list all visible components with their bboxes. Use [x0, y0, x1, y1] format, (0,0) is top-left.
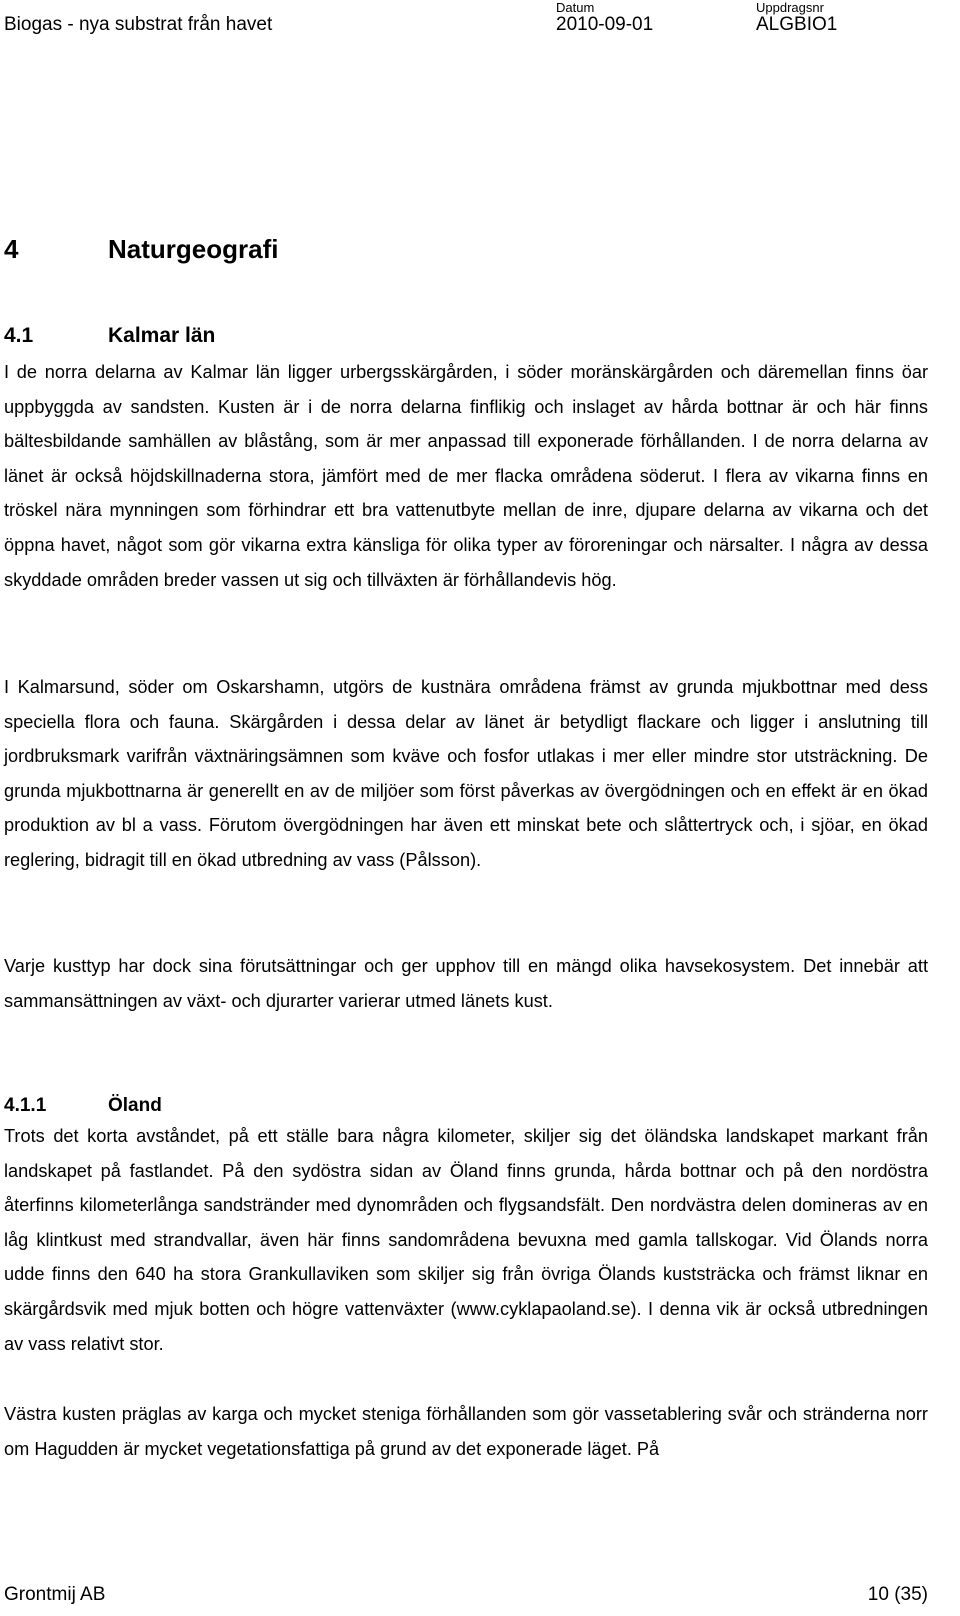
paragraph-kalmar-1: I de norra delarna av Kalmar län ligger urbergsskärgården, i söder moränskärgården och däremellan finns öar uppbyggda av sandsten. Kusten är i de norra delarna finflikig och inslaget av hårda bottnar är och här finns bältesbildande samhällen av blåstång, som är mer anpassad till exponerade förhållanden. I de norra delarna av länet är också höjdskillnaderna stora, jämfört med de mer flacka områdena söderut. I flera av vikarna finns en tröskel nära mynningen som förhindrar ett bra vattenutbyte mellan de inre, djupare delarna av vikarna och det öppna havet, något som gör vikarna extra känsliga för olika typer av föroreningar och närsalter. I några av dessa skyddade områden breder vassen ut sig och tillväxten är förhållandevis hög. [4, 362, 928, 590]
subsection-heading [4, 324, 215, 348]
subsection-number: 4.1 [4, 324, 34, 347]
subsubsection-title: Öland [108, 1095, 162, 1116]
date-value: 2010-09-01 [556, 14, 654, 35]
subsection-title: Kalmar län [108, 324, 216, 347]
assignment-value: ALGBIO1 [756, 14, 838, 35]
paragraph-kalmar-2: I Kalmarsund, söder om Oskarshamn, utgörs de kustnära områdena främst av grunda mjukbottnar med dess speciella flora och fauna. Skärgården i dessa delar av länet är betydligt flackare och ligger i anslutning till jordbruksmark varifrån växtnäringsämnen som kväve och fosfor utlakas i mer eller mindre stor utsträckning. De grunda mjukbottnarna är generellt en av de miljöer som först påverkas av övergödningen och en effekt är en ökad produktion av bl a vass. Förutom övergödningen har även ett minskat bete och slåttertryck och, i sjöar, en ökad reglering, bidragit till en ökad utbredning av vass (Pålsson). [4, 677, 928, 870]
page-number: 10 (35) [867, 1584, 928, 1605]
subsubsection-number: 4.1.1 [4, 1095, 47, 1116]
section-title: Naturgeografi [108, 234, 279, 264]
document-title: Biogas - nya substrat från havet [4, 14, 273, 35]
footer-company: Grontmij AB [4, 1584, 106, 1605]
subsubsection-heading [4, 1095, 162, 1117]
date-label: Datum [556, 0, 595, 15]
section-number: 4 [4, 234, 19, 264]
assignment-label: Uppdragsnr [756, 0, 824, 15]
section-heading [4, 234, 278, 265]
paragraph-oland-1: Trots det korta avståndet, på ett ställe bara några kilometer, skiljer sig det öländska landskapet markant från landskapet på fastlandet. På den sydöstra sidan av Öland finns grunda, hårda bottnar och på den nordöstra återfinns kilometerlånga sandstränder med dynområden och flygsandsfält. Den nordvästra delen domineras av en låg klintkust med strandvallar, även här finns sandområdena bevuxna med gamla tallskogar. Vid Ölands norra udde finns den 640 ha stora Grankullaviken som skiljer sig från övriga Ölands kuststräcka och främst liknar en skärgårdsvik med mjuk botten och högre vattenväxter (www.cyklapaoland.se). I denna vik är också utbredningen av vass relativt stor. [4, 1126, 928, 1354]
paragraph-kalmar-3: Varje kusttyp har dock sina förutsättningar och ger upphov till en mängd olika havsekosystem. Det innebär att sammansättningen av växt- och djurarter varierar utmed länets kust. [4, 956, 928, 1011]
paragraph-oland-2: Västra kusten präglas av karga och mycket steniga förhållanden som gör vassetablering svår och stränderna norr om Hagudden är mycket vegetationsfattiga på grund av det exponerade läget. På [4, 1404, 928, 1459]
